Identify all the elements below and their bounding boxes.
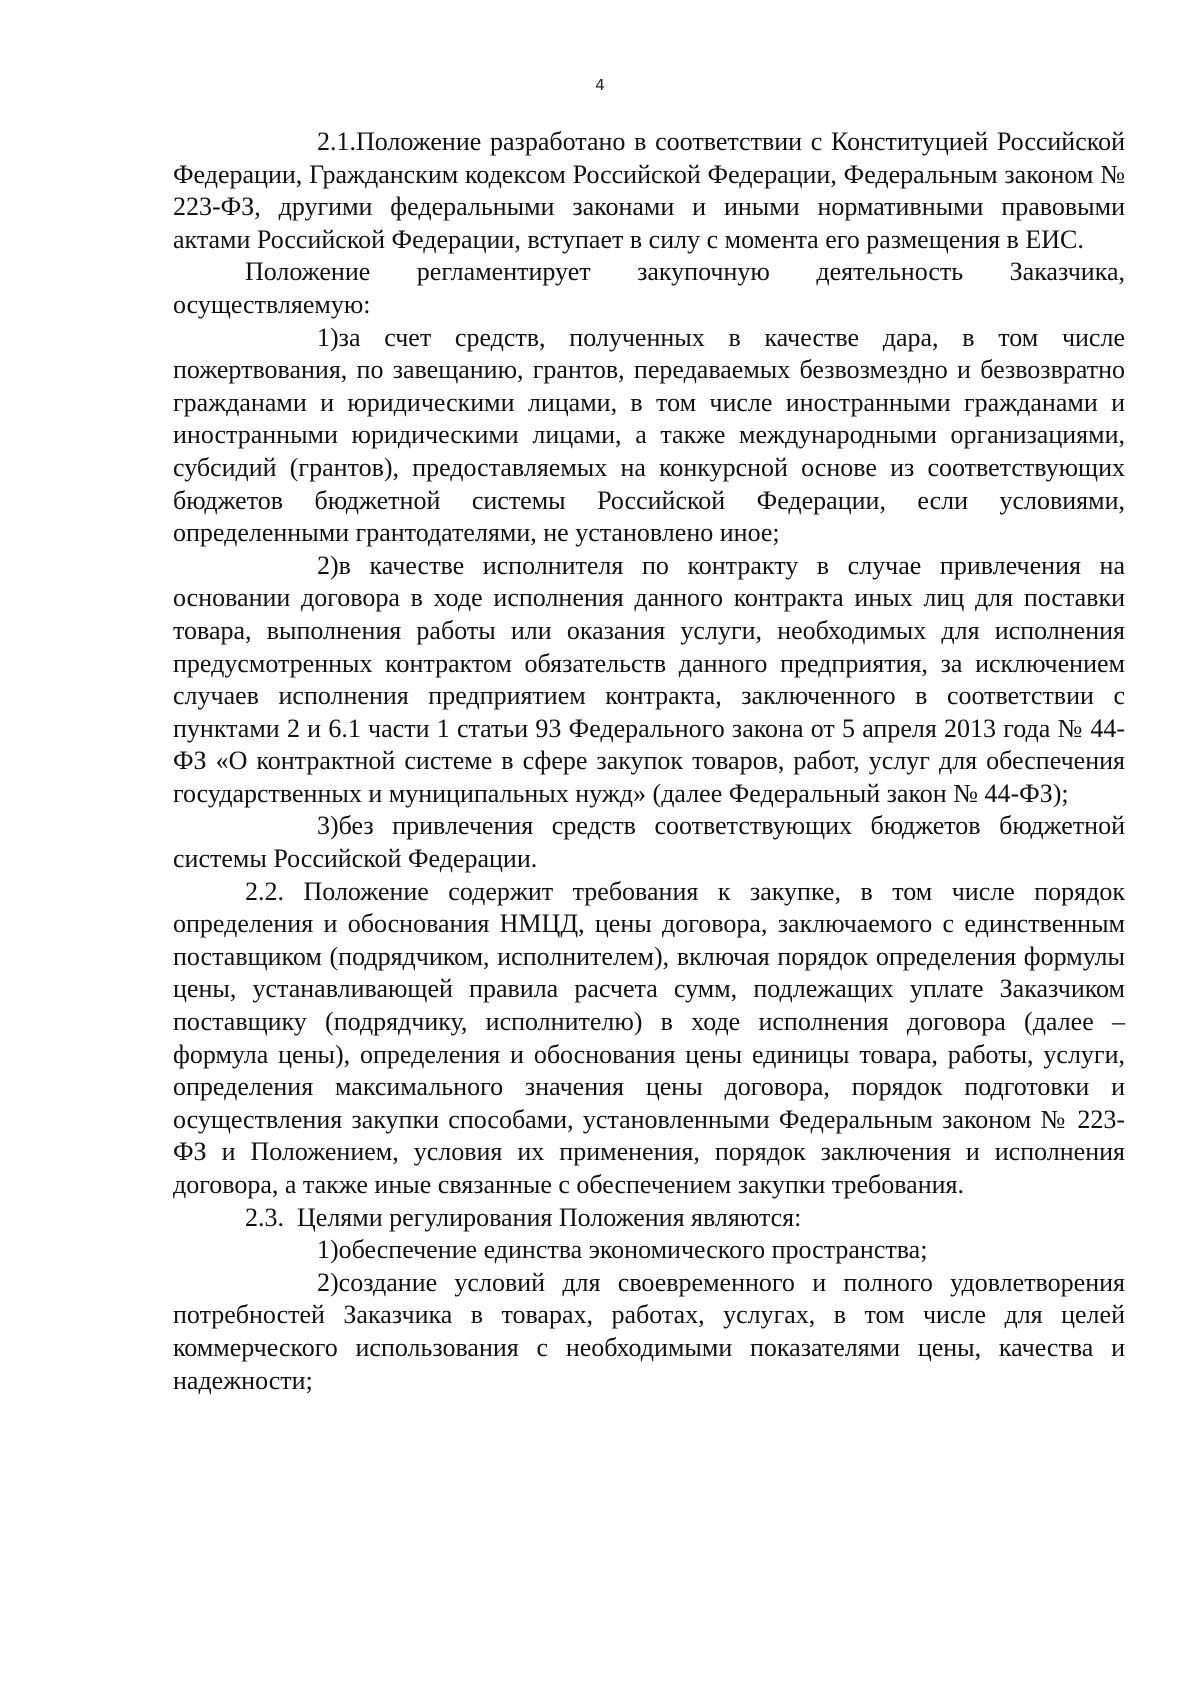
list-item-text: за счет средств, полученных в качестве дара, в том числе пожертвования, по завещанию, грантов, передаваемых безвозмездно и безвозвратно гражданами и юридическими лицами, в том числе иностранными гражданами и иностранными юридическими лицами, а также международными организациями, субсидий (грантов), предоставляемых на конкурсной основе из соответствующих бюджетов бюджетной системы Российской Федерации, если условиями, определенными грантодателями, не установлено иное; bbox=[173, 322, 1125, 548]
list-item-text: создание условий для своевременного и полного удовлетворения потребностей Заказчика в товарах, работах, услугах, в том числе для целей коммерческого использования с необходимыми показателями цены, качества и надежности; bbox=[173, 1267, 1125, 1395]
list-item-number: 1) bbox=[317, 1235, 339, 1265]
list-item-text: без привлечения средств соответствующих бюджетов бюджетной системы Российской Федерации. bbox=[173, 811, 1125, 874]
list-item-number: 3) bbox=[317, 811, 339, 841]
paragraph-text: Положение регламентирует закупочную деятельность Заказчика, осуществляемую: bbox=[173, 257, 1125, 319]
paragraph-text: Положение содержит требования к закупке, в том числе порядок определения и обоснования НМЦД, цены договора, заключаемого с единственным поставщиком (подрядчиком, исполнителем), включая порядок определения формулы цены, устанавливающей правила расчета сумм, подлежащих уплате Заказчиком поставщику (подрядчику, исполнителю) в ходе исполнения договора (далее – формула цены), определения и обоснования цены единицы товара, работы, услуги, определения максимального значения цены договора, порядок подготовки и осуществления закупки способами, установленными Федеральным законом № 223-ФЗ и Положением, условия их применения, порядок заключения и исполнения договора, а также иные связанные с обеспечением закупки требования. bbox=[173, 876, 1126, 1199]
paragraph-number: 2.3. bbox=[245, 1202, 284, 1232]
list-item-number: 2) bbox=[317, 550, 339, 580]
list-item-goal-1 bbox=[173, 1234, 1125, 1267]
list-item-scope-3 bbox=[173, 810, 1125, 875]
paragraph-2-3 bbox=[173, 1202, 1125, 1235]
list-item-scope-1 bbox=[173, 322, 1125, 550]
list-item-number: 1) bbox=[317, 322, 339, 352]
paragraph-2-1 bbox=[173, 126, 1125, 256]
list-item-number: 2) bbox=[317, 1267, 339, 1297]
list-item-goal-2 bbox=[173, 1267, 1125, 1397]
paragraph-number: 2.1. bbox=[317, 127, 356, 156]
paragraph-number: 2.2. bbox=[245, 876, 284, 906]
paragraph-text: Положение разработано в соответствии с Конституцией Российской Федерации, Гражданским кодексом Российской Федерации, Федеральным законом № 223-ФЗ, другими федеральными законами и иными нормативными правовыми актами Российской Федерации, вступает в силу с момента его размещения в ЕИС. bbox=[173, 127, 1125, 254]
page-number: 4 bbox=[595, 76, 605, 94]
paragraph-2-2 bbox=[173, 876, 1125, 1202]
document-body bbox=[173, 126, 1125, 1397]
list-item-scope-2 bbox=[173, 550, 1125, 811]
paragraph-text: Целями регулирования Положения являются: bbox=[297, 1202, 802, 1232]
list-item-text: обеспечение единства экономического пространства; bbox=[338, 1235, 928, 1265]
paragraph-scope-intro bbox=[173, 256, 1125, 321]
list-item-text: в качестве исполнителя по контракту в случае привлечения на основании договора в ходе исполнения данного контракта иных лиц для поставки товара, выполнения работы или оказания услуги, необходимых для исполнения предусмотренных контрактом обязательств данного предприятия, за исключением случаев исполнения предприятием контракта, заключенного в соответствии с пунктами 2 и 6.1 части 1 статьи 93 Федерального закона от 5 апреля 2013 года № 44-ФЗ «О контрактной системе в сфере закупок товаров, работ, услуг для обеспечения государственных и муниципальных нужд» (далее Федеральный закон № 44-ФЗ); bbox=[173, 550, 1125, 808]
